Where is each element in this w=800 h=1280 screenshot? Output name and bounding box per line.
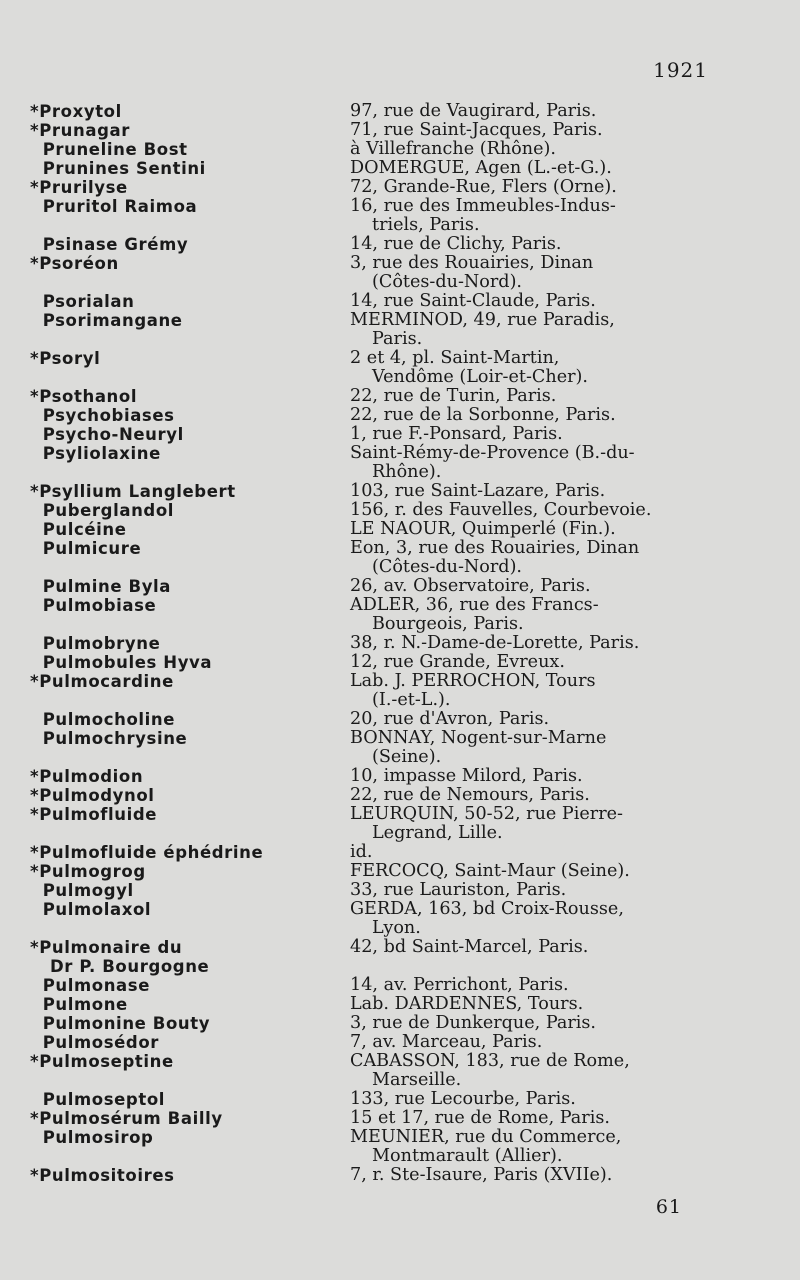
manufacturer-address [350, 311, 720, 349]
manufacturer-address [350, 881, 720, 900]
directory-entry [30, 444, 720, 482]
address-line: 20, rue d'Avron, Paris. [350, 709, 550, 729]
product-name-continued: Dr P. Bourgogne [50, 957, 210, 976]
manufacturer-address [350, 140, 720, 159]
address-line: Montmarault (Allier). [372, 1146, 563, 1166]
address-line: 22, rue de Nemours, Paris. [350, 785, 590, 805]
product-name: *Pulmofluide [30, 805, 158, 824]
address-line: Paris. [372, 329, 423, 349]
address-line: 2 et 4, pl. Saint-Martin, [350, 348, 560, 368]
directory-entry [30, 862, 720, 881]
address-line: 133, rue Lecourbe, Paris. [350, 1089, 576, 1109]
manufacturer-address [350, 1166, 720, 1185]
directory-entry [30, 672, 720, 710]
address-line: (Côtes-du-Nord). [372, 557, 523, 577]
address-line: (Côtes-du-Nord). [372, 272, 523, 292]
manufacturer-address [350, 862, 720, 881]
manufacturer-address [350, 1052, 720, 1090]
address-line: Legrand, Lille. [372, 823, 503, 843]
address-line: MERMINOD, 49, rue Paradis, [350, 310, 615, 330]
product-name: Pruritol Raimoa [30, 197, 198, 216]
address-line: 7, av. Marceau, Paris. [350, 1032, 543, 1052]
manufacturer-address [350, 729, 720, 767]
product-name: *Psoréon [30, 254, 119, 273]
product-name-block [30, 938, 350, 976]
address-line: 10, impasse Milord, Paris. [350, 766, 583, 786]
address-line: 26, av. Observatoire, Paris. [350, 576, 591, 596]
address-line: Saint-Rémy-de-Provence (B.-du- [350, 443, 635, 463]
manufacturer-address [350, 292, 720, 311]
product-name: Pulmonase [30, 976, 151, 995]
page-header-year: 1921 [653, 58, 708, 82]
directory-entry [30, 349, 720, 387]
directory-entry [30, 178, 720, 197]
address-line: Lab. DARDENNES, Tours. [350, 994, 584, 1014]
product-name: Psinase Grémy [30, 235, 189, 254]
directory-entry [30, 311, 720, 349]
address-line: id. [350, 842, 373, 862]
product-name: Pulmosirop [30, 1128, 154, 1147]
address-line: LE NAOUR, Quimperlé (Fin.). [350, 519, 616, 539]
address-line: BONNAY, Nogent-sur-Marne [350, 728, 607, 748]
product-name: Pulmoseptol [30, 1090, 166, 1109]
directory-entry [30, 938, 720, 976]
directory-entry [30, 805, 720, 843]
manufacturer-address [350, 178, 720, 197]
product-name: Psyliolaxine [30, 444, 161, 463]
directory-entry [30, 900, 720, 938]
product-name: *Pulmodynol [30, 786, 155, 805]
product-name: Puberglandol [30, 501, 175, 520]
product-name: Pulmobryne [30, 634, 161, 653]
address-line: 22, rue de la Sorbonne, Paris. [350, 405, 616, 425]
directory-entry [30, 197, 720, 235]
address-line: 103, rue Saint-Lazare, Paris. [350, 481, 606, 501]
product-name: Pulmine Byla [30, 577, 172, 596]
directory-entry [30, 1090, 720, 1109]
manufacturer-address [350, 539, 720, 577]
address-line: Rhône). [372, 462, 442, 482]
product-name: Prunines Sentini [30, 159, 206, 178]
manufacturer-address [350, 121, 720, 140]
manufacturer-address [350, 634, 720, 653]
manufacturer-address [350, 102, 720, 121]
address-line: LEURQUIN, 50-52, rue Pierre- [350, 804, 623, 824]
address-line: 3, rue des Rouairies, Dinan [350, 253, 594, 273]
directory-entry [30, 710, 720, 729]
product-name: *Pulmositoires [30, 1166, 175, 1185]
manufacturer-address [350, 406, 720, 425]
manufacturer-address [350, 843, 720, 862]
directory-entry [30, 653, 720, 672]
manufacturer-address [350, 1109, 720, 1128]
manufacturer-address [350, 349, 720, 387]
address-line: 22, rue de Turin, Paris. [350, 386, 557, 406]
product-name: Psychobiases [30, 406, 175, 425]
manufacturer-address [350, 254, 720, 292]
manufacturer-address [350, 900, 720, 938]
product-name: *Psothanol [30, 387, 138, 406]
product-name: *Pulmodion [30, 767, 144, 786]
directory-entry [30, 520, 720, 539]
directory-entry [30, 254, 720, 292]
directory-entry [30, 539, 720, 577]
product-name: *Pulmogrog [30, 862, 146, 881]
product-name: Pulmonine Bouty [30, 1014, 211, 1033]
manufacturer-address [350, 786, 720, 805]
directory-entry [30, 1166, 720, 1185]
directory-entry [30, 1109, 720, 1128]
product-name: Pulmocholine [30, 710, 176, 729]
entry-list [30, 102, 720, 1185]
manufacturer-address [350, 425, 720, 444]
directory-entry [30, 1033, 720, 1052]
product-name: Pulmone [30, 995, 128, 1014]
address-line: DOMERGUE, Agen (L.-et-G.). [350, 158, 612, 178]
manufacturer-address [350, 520, 720, 539]
address-line: GERDA, 163, bd Croix-Rousse, [350, 899, 624, 919]
address-line: (Seine). [372, 747, 442, 767]
directory-entry [30, 577, 720, 596]
product-name: Pulmicure [30, 539, 142, 558]
address-line: 71, rue Saint-Jacques, Paris. [350, 120, 603, 140]
directory-entry [30, 995, 720, 1014]
manufacturer-address [350, 938, 720, 957]
directory-entry [30, 140, 720, 159]
product-name: Pulmolaxol [30, 900, 152, 919]
directory-entry [30, 387, 720, 406]
address-line: 1, rue F.-Ponsard, Paris. [350, 424, 563, 444]
directory-entry [30, 729, 720, 767]
address-line: FERCOCQ, Saint-Maur (Seine). [350, 861, 630, 881]
directory-entry [30, 843, 720, 862]
directory-entry [30, 406, 720, 425]
manufacturer-address [350, 596, 720, 634]
product-name: Pulmosédor [30, 1033, 160, 1052]
directory-entry [30, 634, 720, 653]
directory-entry [30, 235, 720, 254]
product-name: *Psyllium Langlebert [30, 482, 236, 501]
product-name: *Psoryl [30, 349, 101, 368]
manufacturer-address [350, 159, 720, 178]
address-line: à Villefranche (Rhône). [350, 139, 556, 159]
directory-entry [30, 596, 720, 634]
product-name: *Pulmofluide éphédrine [30, 843, 264, 862]
address-line: Eon, 3, rue des Rouairies, Dinan [350, 538, 640, 558]
manufacturer-address [350, 1014, 720, 1033]
address-line: 14, av. Perrichont, Paris. [350, 975, 569, 995]
manufacturer-address [350, 197, 720, 235]
directory-entry [30, 159, 720, 178]
address-line: 14, rue Saint-Claude, Paris. [350, 291, 596, 311]
directory-entry [30, 121, 720, 140]
directory-entry [30, 1014, 720, 1033]
product-name: Psorialan [30, 292, 135, 311]
address-line: 15 et 17, rue de Rome, Paris. [350, 1108, 610, 1128]
directory-entry [30, 482, 720, 501]
product-name: *Pulmonaire du [30, 938, 183, 957]
directory-entry [30, 767, 720, 786]
manufacturer-address [350, 387, 720, 406]
product-name: Pulcéine [30, 520, 127, 539]
address-line: 156, r. des Fauvelles, Courbevoie. [350, 500, 652, 520]
address-line: Lyon. [372, 918, 421, 938]
product-name: Pulmogyl [30, 881, 134, 900]
address-line: MEUNIER, rue du Commerce, [350, 1127, 622, 1147]
directory-entry [30, 881, 720, 900]
address-line: 72, Grande-Rue, Flers (Orne). [350, 177, 617, 197]
directory-entry [30, 976, 720, 995]
manufacturer-address [350, 1033, 720, 1052]
product-name: *Prunagar [30, 121, 130, 140]
manufacturer-address [350, 577, 720, 596]
address-line: ADLER, 36, rue des Francs- [350, 595, 599, 615]
address-line: 7, r. Ste-Isaure, Paris (XVIIe). [350, 1165, 613, 1185]
manufacturer-address [350, 995, 720, 1014]
directory-entry [30, 292, 720, 311]
manufacturer-address [350, 767, 720, 786]
manufacturer-address [350, 1128, 720, 1166]
manufacturer-address [350, 1090, 720, 1109]
product-name: *Prurilyse [30, 178, 128, 197]
manufacturer-address [350, 710, 720, 729]
address-line: Vendôme (Loir-et-Cher). [372, 367, 588, 387]
directory-entry [30, 425, 720, 444]
product-name: Pulmochrysine [30, 729, 188, 748]
manufacturer-address [350, 672, 720, 710]
address-line: Bourgeois, Paris. [372, 614, 524, 634]
product-name: Pulmobules Hyva [30, 653, 213, 672]
product-name: *Pulmocardine [30, 672, 174, 691]
address-line: Marseille. [372, 1070, 462, 1090]
product-name: *Pulmosérum Bailly [30, 1109, 223, 1128]
directory-entry [30, 1128, 720, 1166]
address-line: 42, bd Saint-Marcel, Paris. [350, 937, 589, 957]
address-line: 33, rue Lauriston, Paris. [350, 880, 567, 900]
directory-entry [30, 1052, 720, 1090]
product-name: Pulmobiase [30, 596, 157, 615]
address-line: (I.-et-L.). [372, 690, 451, 710]
directory-entry [30, 102, 720, 121]
address-line: Lab. J. PERROCHON, Tours [350, 671, 596, 691]
manufacturer-address [350, 976, 720, 995]
manufacturer-address [350, 444, 720, 482]
address-line: 3, rue de Dunkerque, Paris. [350, 1013, 597, 1033]
manufacturer-address [350, 653, 720, 672]
product-name: *Pulmoseptine [30, 1052, 174, 1071]
product-name: *Proxytol [30, 102, 122, 121]
manufacturer-address [350, 805, 720, 843]
directory-entry [30, 501, 720, 520]
product-name: Psorimangane [30, 311, 183, 330]
page-number: 61 [655, 1196, 682, 1218]
manufacturer-address [350, 501, 720, 520]
manufacturer-address [350, 235, 720, 254]
address-line: 14, rue de Clichy, Paris. [350, 234, 562, 254]
address-line: 16, rue des Immeubles-Indus- [350, 196, 616, 216]
address-line: 38, r. N.-Dame-de-Lorette, Paris. [350, 633, 640, 653]
address-line: 12, rue Grande, Evreux. [350, 652, 565, 672]
address-line: CABASSON, 183, rue de Rome, [350, 1051, 630, 1071]
address-line: 97, rue de Vaugirard, Paris. [350, 101, 597, 121]
manufacturer-address [350, 482, 720, 501]
address-line: triels, Paris. [372, 215, 480, 235]
product-name: Pruneline Bost [30, 140, 188, 159]
directory-entry [30, 786, 720, 805]
product-name: Psycho-Neuryl [30, 425, 184, 444]
